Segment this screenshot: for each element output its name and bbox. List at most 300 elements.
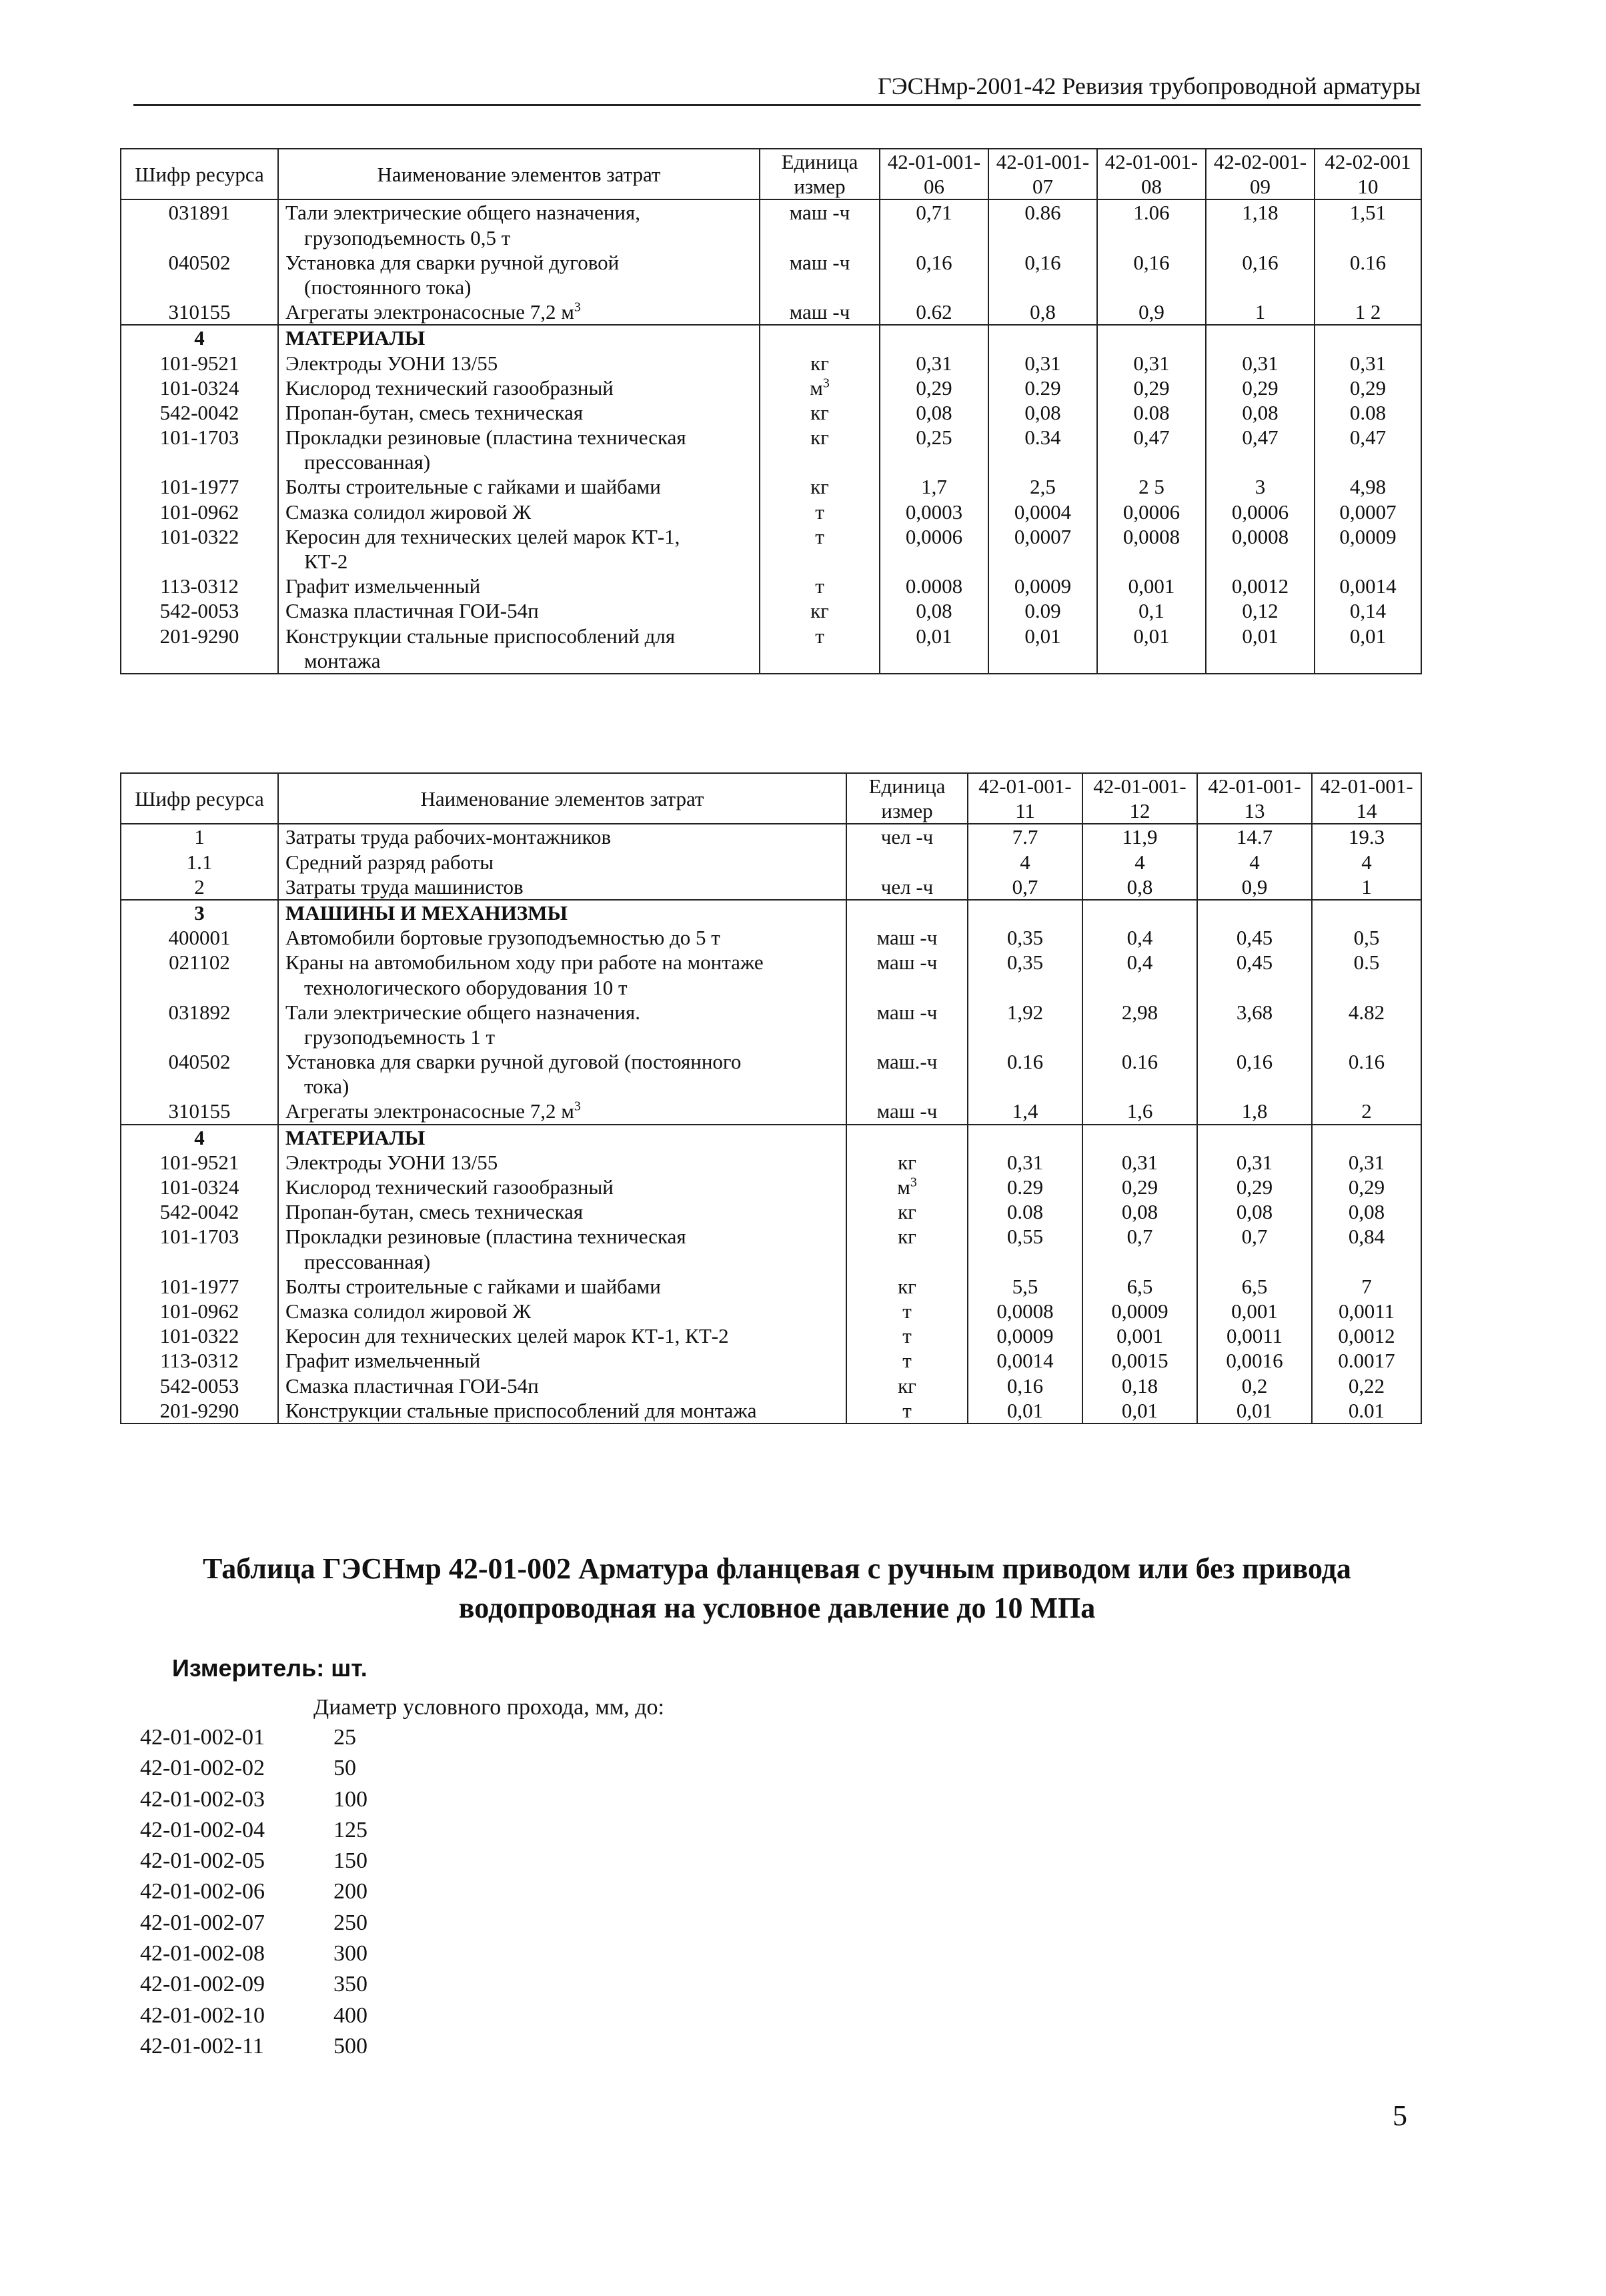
table-row: [121, 1175, 1421, 1199]
list-item: [140, 1876, 367, 1907]
unit-cell: [846, 850, 968, 875]
value-cell: 0,35: [968, 950, 1082, 999]
value-cell: 0,0009: [988, 574, 1097, 598]
unit: маш -ч: [789, 201, 850, 225]
unit-cell: [846, 824, 968, 849]
value-cell: 0.16: [1082, 1049, 1197, 1099]
value-cell: 0,0004: [988, 500, 1097, 524]
empty-cell: [1312, 900, 1421, 925]
list-item: [140, 1815, 367, 1846]
table-row: [121, 925, 1421, 950]
value-cell: 0.62: [880, 300, 988, 325]
table-row: [121, 1099, 1421, 1124]
column-header: 42-02-001-09: [1206, 149, 1315, 199]
resource-code: 542-0053: [121, 1373, 278, 1398]
table-row: [121, 524, 1421, 574]
value-cell: 6,5: [1082, 1274, 1197, 1299]
value-cell: 1,51: [1315, 199, 1421, 249]
resource-code: 400001: [121, 925, 278, 950]
resource-code: 310155: [121, 1099, 278, 1124]
resource-code: 4: [121, 1125, 278, 1150]
value-cell: 1,18: [1206, 199, 1315, 249]
unit-cell: [760, 524, 880, 574]
table-row: [121, 624, 1421, 674]
value-cell: 0,55: [968, 1224, 1082, 1273]
value-cell: 5,5: [968, 1274, 1082, 1299]
value-cell: 0,31: [1315, 351, 1421, 376]
value-cell: 0,01: [1082, 1398, 1197, 1423]
resource-code: 2: [121, 875, 278, 900]
diameter-value: 25: [333, 1725, 356, 1750]
value-cell: 0,84: [1312, 1224, 1421, 1273]
unit: кг: [898, 1274, 916, 1298]
empty-cell: [760, 325, 880, 350]
unit: т: [902, 1349, 912, 1373]
value-cell: 0,31: [1197, 1150, 1312, 1175]
value-cell: 0,08: [1197, 1199, 1312, 1224]
name-line: Пропан-бутан, смесь техническая: [285, 400, 584, 424]
unit: чел -ч: [880, 825, 934, 849]
value-cell: 0,45: [1197, 925, 1312, 950]
empty-cell: [880, 325, 988, 350]
empty-cell: [1197, 900, 1312, 925]
name-line: Автомобили бортовые грузоподъемностью до 5 т: [285, 926, 720, 950]
table-row: [121, 1224, 1421, 1273]
unit: т: [815, 574, 824, 598]
cost-element-name: [278, 199, 760, 249]
unit: чел -ч: [880, 875, 934, 899]
value-cell: 0,001: [1097, 574, 1206, 598]
value-cell: 0,8: [988, 300, 1097, 325]
value-cell: 1.06: [1097, 199, 1206, 249]
value-cell: 0,31: [1206, 351, 1315, 376]
value-cell: 4: [1312, 850, 1421, 875]
resource-code: 101-1703: [121, 425, 278, 474]
unit-cell: [760, 500, 880, 524]
empty-cell: [1197, 1125, 1312, 1150]
unit-cell: [760, 199, 880, 249]
unit: т: [902, 1324, 912, 1348]
value-cell: 2: [1312, 1099, 1421, 1124]
column-header: 42-01-001-06: [880, 149, 988, 199]
unit: кг: [898, 1150, 916, 1174]
resource-code: 031891: [121, 199, 278, 249]
unit-cell: [846, 1348, 968, 1373]
name-line-continued: прессованная): [304, 1249, 431, 1273]
section-row: [121, 1125, 1421, 1150]
norm-code: 42-01-002-10: [140, 2002, 265, 2028]
page-number: 5: [1393, 2099, 1407, 2132]
unit: кг: [898, 1200, 916, 1224]
unit-cell: [846, 1049, 968, 1099]
section-row: [121, 325, 1421, 350]
value-cell: 0,0014: [968, 1348, 1082, 1373]
unit-cell: [760, 598, 880, 623]
table-header-row: [121, 149, 1421, 199]
unit-cell: [760, 376, 880, 400]
resource-code: 101-0962: [121, 500, 278, 524]
empty-cell: [988, 325, 1097, 350]
cost-element-name: [278, 425, 760, 474]
value-cell: 0,31: [880, 351, 988, 376]
name-line: Установка для сварки ручной дуговой: [285, 250, 620, 274]
value-cell: 0,08: [1082, 1199, 1197, 1224]
resource-code: 4: [121, 325, 278, 350]
norm-code: 42-01-002-03: [140, 1786, 265, 1812]
name-line-continued: (постоянного тока): [304, 275, 472, 299]
value-cell: 0,29: [1206, 376, 1315, 400]
cost-element-name: [278, 850, 846, 875]
resource-code: 021102: [121, 950, 278, 999]
name-line: Тали электрические общего назначения.: [285, 1000, 641, 1024]
unit-cell: [846, 1224, 968, 1273]
diameter-value: 150: [333, 1848, 367, 1874]
cost-element-name: [278, 1049, 846, 1099]
unit-cell: [760, 250, 880, 300]
value-cell: 0,31: [988, 351, 1097, 376]
value-cell: 0,01: [1197, 1398, 1312, 1423]
table-row: [121, 425, 1421, 474]
unit-cell: [846, 925, 968, 950]
resource-code: 1: [121, 824, 278, 849]
value-cell: 0.16: [968, 1049, 1082, 1099]
cost-element-name: [278, 500, 760, 524]
value-cell: 0,01: [1097, 624, 1206, 674]
value-cell: 0,0008: [1097, 524, 1206, 574]
value-cell: 0,16: [880, 250, 988, 300]
name-line-continued: грузоподъемность 1 т: [304, 1025, 496, 1049]
value-cell: 0,0015: [1082, 1348, 1197, 1373]
table-row: [121, 824, 1421, 849]
value-cell: 0.16: [1315, 250, 1421, 300]
section-title: МАТЕРИАЛЫ: [278, 325, 760, 350]
unit: м: [897, 1175, 910, 1199]
column-header: 42-01-001-13: [1197, 773, 1312, 824]
norm-code: 42-01-002-01: [140, 1725, 265, 1750]
value-cell: 1 2: [1315, 300, 1421, 325]
column-header: Единица измер: [846, 773, 968, 824]
unit-cell: [760, 574, 880, 598]
name-line: Краны на автомобильном ходу при работе на монтаже: [285, 951, 764, 975]
value-cell: 1,4: [968, 1099, 1082, 1124]
name-line: Электроды УОНИ 13/55: [285, 1150, 498, 1174]
resource-code: 101-9521: [121, 1150, 278, 1175]
value-cell: 0,0007: [988, 524, 1097, 574]
value-cell: 2 5: [1097, 474, 1206, 499]
resource-code: 101-1977: [121, 474, 278, 499]
caption-line: водопроводная на условное давление до 10 МПа: [458, 1592, 1096, 1625]
table-row: [121, 199, 1421, 249]
cost-element-name: [278, 250, 760, 300]
value-cell: 0,01: [988, 624, 1097, 674]
resource-table-2: [120, 772, 1422, 1424]
cost-element-name: [278, 1150, 846, 1175]
table-row: [121, 1299, 1421, 1323]
value-cell: 2,5: [988, 474, 1097, 499]
resource-code: 3: [121, 900, 278, 925]
table-row: [121, 376, 1421, 400]
value-cell: 0.09: [988, 598, 1097, 623]
value-cell: 1: [1312, 875, 1421, 900]
table-row: [121, 474, 1421, 499]
resource-code: 101-0324: [121, 1175, 278, 1199]
value-cell: 0,25: [880, 425, 988, 474]
value-cell: 0,0011: [1197, 1323, 1312, 1348]
name-line: Затраты труда рабочих-монтажников: [285, 825, 612, 849]
value-cell: 11,9: [1082, 824, 1197, 849]
resource-code: 101-1977: [121, 1274, 278, 1299]
column-header: 42-01-001-11: [968, 773, 1082, 824]
value-cell: 0,08: [880, 400, 988, 425]
value-cell: 0,0006: [880, 524, 988, 574]
column-header: Единица измер: [760, 149, 880, 199]
unit-cell: [760, 400, 880, 425]
value-cell: 0,8: [1082, 875, 1197, 900]
cost-element-name: [278, 925, 846, 950]
header-title: ГЭСНмр-2001-42 Ревизия трубопроводной арматуры: [877, 73, 1421, 99]
value-cell: 0,0012: [1206, 574, 1315, 598]
value-cell: 1,7: [880, 474, 988, 499]
value-cell: 4: [1197, 850, 1312, 875]
value-cell: 0,7: [1082, 1224, 1197, 1273]
value-cell: 0.0008: [880, 574, 988, 598]
name-line: Керосин для технических целей марок КТ-1,: [285, 524, 680, 548]
value-cell: 7.7: [968, 824, 1082, 849]
resource-code: 310155: [121, 300, 278, 325]
cost-element-name: [278, 598, 760, 623]
cost-element-name: [278, 950, 846, 999]
column-header: Шифр ресурса: [121, 149, 278, 199]
resource-code: 101-0962: [121, 1299, 278, 1323]
resource-code: 113-0312: [121, 1348, 278, 1373]
column-header: Наименование элементов затрат: [278, 149, 760, 199]
resource-code: 113-0312: [121, 574, 278, 598]
unit-cell: [760, 300, 880, 325]
diameter-value: 500: [333, 2033, 367, 2059]
cost-element-name: [278, 1373, 846, 1398]
section-row: [121, 900, 1421, 925]
name-line: Тали электрические общего назначения,: [285, 201, 641, 225]
value-cell: 0.5: [1312, 950, 1421, 999]
resource-code: 542-0042: [121, 1199, 278, 1224]
name-line: Средний разряд работы: [285, 850, 494, 874]
diameter-value: 250: [333, 1910, 367, 1935]
resource-code: 031892: [121, 1000, 278, 1049]
value-cell: 0,0006: [1206, 500, 1315, 524]
table-row: [121, 1199, 1421, 1224]
empty-cell: [1082, 1125, 1197, 1150]
value-cell: 0,31: [1312, 1150, 1421, 1175]
unit: маш -ч: [876, 951, 938, 975]
table-row: [121, 351, 1421, 376]
value-cell: 1,6: [1082, 1099, 1197, 1124]
empty-cell: [1097, 325, 1206, 350]
name-line-continued: технологического оборудования 10 т: [304, 975, 628, 999]
value-cell: 0,47: [1097, 425, 1206, 474]
value-cell: 0,29: [1082, 1175, 1197, 1199]
value-cell: 0,9: [1097, 300, 1206, 325]
resource-code: 542-0042: [121, 400, 278, 425]
value-cell: 0,7: [968, 875, 1082, 900]
caption-line: Таблица ГЭСНмр 42-01-002 Арматура фланцевая с ручным приводом или без привода: [203, 1552, 1351, 1585]
cost-element-name: [278, 1274, 846, 1299]
value-cell: 0,0009: [968, 1323, 1082, 1348]
cost-element-name: [278, 1000, 846, 1049]
list-item: [140, 1846, 367, 1876]
value-cell: 0,16: [968, 1373, 1082, 1398]
name-line-continued: монтажа: [304, 648, 381, 672]
diameter-value: 100: [333, 1786, 367, 1812]
norm-code: 42-01-002-02: [140, 1756, 265, 1781]
column-header: 42-01-001-12: [1082, 773, 1197, 824]
unit-cell: [846, 1000, 968, 1049]
name-line: Смазка солидол жировой Ж: [285, 1299, 532, 1323]
table-row: [121, 1049, 1421, 1099]
norm-code: 42-01-002-06: [140, 1879, 265, 1904]
name-line: Прокладки резиновые (пластина техническая: [285, 1225, 686, 1249]
norm-code: 42-01-002-11: [140, 2033, 264, 2059]
column-header: 42-01-001-08: [1097, 149, 1206, 199]
diameter-value: 300: [333, 1941, 367, 1966]
diameter-value: 350: [333, 1972, 367, 1997]
unit: кг: [898, 1225, 916, 1249]
cost-element-name: [278, 351, 760, 376]
value-cell: 6,5: [1197, 1274, 1312, 1299]
value-cell: 0,0012: [1312, 1323, 1421, 1348]
value-cell: 0,12: [1206, 598, 1315, 623]
name-line: Смазка пластичная ГОИ-54п: [285, 599, 539, 623]
resource-code: 040502: [121, 1049, 278, 1099]
column-header: 42-02-001 10: [1315, 149, 1421, 199]
name-line: Смазка солидол жировой Ж: [285, 500, 532, 524]
name-line: Затраты труда машинистов: [285, 875, 524, 899]
name-line: Конструкции стальные приспособлений для: [285, 624, 676, 648]
diameter-list: [140, 1722, 367, 2062]
unit-cell: [846, 1398, 968, 1423]
value-cell: 0,0009: [1315, 524, 1421, 574]
table-row: [121, 1398, 1421, 1423]
list-item: [140, 1908, 367, 1938]
unit-cell: [846, 1099, 968, 1124]
name-line: Агрегаты электронасосные 7,2 м: [285, 1099, 574, 1123]
unit-cell: [760, 474, 880, 499]
unit-cell: [846, 1373, 968, 1398]
value-cell: 0,4: [1082, 950, 1197, 999]
name-line: Кислород технический газообразный: [285, 1175, 614, 1199]
name-line-continued: прессованная): [304, 450, 431, 474]
value-cell: 1: [1206, 300, 1315, 325]
value-cell: 0,7: [1197, 1224, 1312, 1273]
value-cell: 3,68: [1197, 1000, 1312, 1049]
value-cell: 0,14: [1315, 598, 1421, 623]
unit: маш -ч: [876, 1000, 938, 1024]
superscript: 3: [822, 376, 830, 391]
list-item: [140, 1753, 367, 1784]
unit: маш -ч: [876, 926, 938, 950]
name-line-continued: грузоподъемность 0,5 т: [304, 225, 511, 249]
value-cell: 0,08: [880, 598, 988, 623]
value-cell: 0,9: [1197, 875, 1312, 900]
value-cell: 0,01: [968, 1398, 1082, 1423]
value-cell: 19.3: [1312, 824, 1421, 849]
unit-cell: [846, 1274, 968, 1299]
empty-cell: [968, 1125, 1082, 1150]
value-cell: 0,16: [1197, 1049, 1312, 1099]
diameter-heading: Диаметр условного прохода, мм, до:: [313, 1695, 665, 1720]
resource-code: 101-9521: [121, 351, 278, 376]
value-cell: 0,08: [988, 400, 1097, 425]
column-header: Наименование элементов затрат: [278, 773, 846, 824]
resource-code: 101-0324: [121, 376, 278, 400]
cost-element-name: [278, 524, 760, 574]
unit: маш -ч: [789, 300, 850, 324]
table-row: [121, 875, 1421, 900]
value-cell: 0,0007: [1315, 500, 1421, 524]
value-cell: 3: [1206, 474, 1315, 499]
unit-cell: [846, 1323, 968, 1348]
value-cell: 14.7: [1197, 824, 1312, 849]
value-cell: 4: [1082, 850, 1197, 875]
value-cell: 0,29: [1197, 1175, 1312, 1199]
cost-element-name: [278, 474, 760, 499]
resource-code: 201-9290: [121, 624, 278, 674]
column-header: 42-01-001-14: [1312, 773, 1421, 824]
value-cell: 1,92: [968, 1000, 1082, 1049]
empty-cell: [1312, 1125, 1421, 1150]
value-cell: 0.86: [988, 199, 1097, 249]
resource-code: 1.1: [121, 850, 278, 875]
table-row: [121, 1348, 1421, 1373]
cost-element-name: [278, 1199, 846, 1224]
name-line: Смазка пластичная ГОИ-54п: [285, 1373, 539, 1397]
name-line: Электроды УОНИ 13/55: [285, 351, 498, 375]
resource-code: 542-0053: [121, 598, 278, 623]
value-cell: 0,2: [1197, 1373, 1312, 1398]
superscript: 3: [574, 1099, 581, 1115]
diameter-value: 400: [333, 2002, 367, 2028]
value-cell: 0,29: [880, 376, 988, 400]
value-cell: 0.01: [1312, 1398, 1421, 1423]
name-line-continued: КТ-2: [304, 550, 348, 573]
superscript: 3: [910, 1175, 917, 1190]
empty-cell: [1082, 900, 1197, 925]
table-row: [121, 400, 1421, 425]
value-cell: 0,0006: [1097, 500, 1206, 524]
name-line-continued: тока): [304, 1075, 349, 1099]
name-line: Прокладки резиновые (пластина техническая: [285, 426, 686, 450]
cost-element-name: [278, 875, 846, 900]
unit-cell: [846, 1199, 968, 1224]
value-cell: 4,98: [1315, 474, 1421, 499]
cost-element-name: [278, 1099, 846, 1124]
value-cell: 0,31: [1097, 351, 1206, 376]
value-cell: 2,98: [1082, 1000, 1197, 1049]
unit: т: [902, 1299, 912, 1323]
resource-table-1: [120, 148, 1422, 674]
value-cell: 0.29: [988, 376, 1097, 400]
measure-unit: Измеритель: шт.: [172, 1654, 367, 1682]
value-cell: 0,29: [1312, 1175, 1421, 1199]
table-header-row: [121, 773, 1421, 824]
unit: кг: [810, 426, 829, 450]
value-cell: 1,8: [1197, 1099, 1312, 1124]
value-cell: 0,0016: [1197, 1348, 1312, 1373]
table-row: [121, 250, 1421, 300]
value-cell: 0,16: [988, 250, 1097, 300]
unit-cell: [846, 1175, 968, 1199]
section-title: МАШИНЫ И МЕХАНИЗМЫ: [278, 900, 846, 925]
section-title: МАТЕРИАЛЫ: [278, 1125, 846, 1150]
